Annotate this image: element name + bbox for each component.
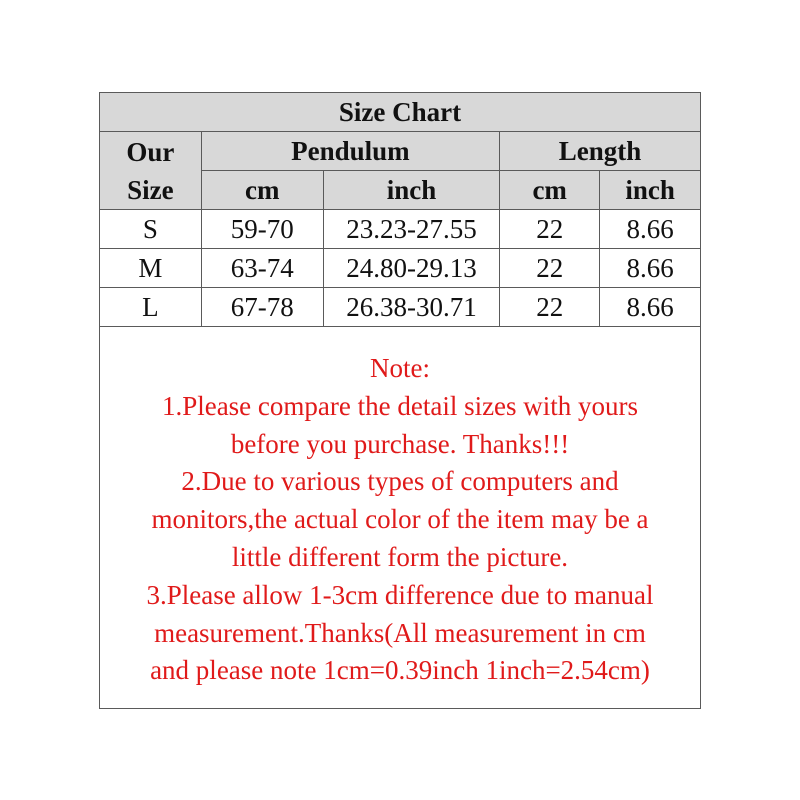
note-line: 1.Please compare the detail sizes with yours: [161, 390, 639, 421]
length-cm-cell: 22: [500, 288, 600, 327]
size-table: [100, 93, 700, 327]
pendulum-inch-cell: 23.23-27.55: [323, 210, 499, 249]
length-cm-cell: 22: [500, 210, 600, 249]
length-inch-header: inch: [600, 171, 700, 210]
size-column-header: [100, 132, 201, 210]
note-line: little different form the picture.: [231, 541, 569, 572]
notes-block: [100, 327, 700, 690]
pendulum-cm-cell: 67-78: [201, 288, 323, 327]
pendulum-inch-header: inch: [323, 171, 499, 210]
chart-title: Size Chart: [100, 93, 700, 132]
pendulum-group-header: Pendulum: [201, 132, 499, 171]
note-line: 3.Please allow 1-3cm difference due to manual: [146, 579, 654, 610]
size-chart: [99, 92, 701, 709]
pendulum-inch-cell: 26.38-30.71: [323, 288, 499, 327]
note-line: measurement.Thanks(All measurement in cm: [154, 617, 646, 648]
table-row: [100, 288, 700, 327]
pendulum-cm-cell: 63-74: [201, 249, 323, 288]
pendulum-inch-cell: 24.80-29.13: [323, 249, 499, 288]
note-line: 2.Due to various types of computers and: [181, 466, 619, 497]
length-inch-cell: 8.66: [600, 249, 700, 288]
table-row: [100, 249, 700, 288]
length-inch-cell: 8.66: [600, 210, 700, 249]
pendulum-cm-cell: 59-70: [201, 210, 323, 249]
size-cell: L: [100, 288, 201, 327]
group-header-row: [100, 132, 700, 171]
note-line: monitors,the actual color of the item may be a: [151, 504, 649, 535]
note-line: and please note 1cm=0.39inch 1inch=2.54cm): [150, 655, 650, 686]
size-header-line1: Our: [126, 136, 175, 167]
table-row: [100, 210, 700, 249]
size-header-line2: Size: [127, 174, 174, 205]
note-heading: Note:: [370, 353, 430, 383]
pendulum-cm-header: cm: [201, 171, 323, 210]
size-cell: S: [100, 210, 201, 249]
title-row: [100, 93, 700, 132]
length-group-header: Length: [500, 132, 700, 171]
length-cm-cell: 22: [500, 249, 600, 288]
length-inch-cell: 8.66: [600, 288, 700, 327]
note-line: before you purchase. Thanks!!!: [230, 428, 570, 459]
length-cm-header: cm: [500, 171, 600, 210]
size-cell: M: [100, 249, 201, 288]
